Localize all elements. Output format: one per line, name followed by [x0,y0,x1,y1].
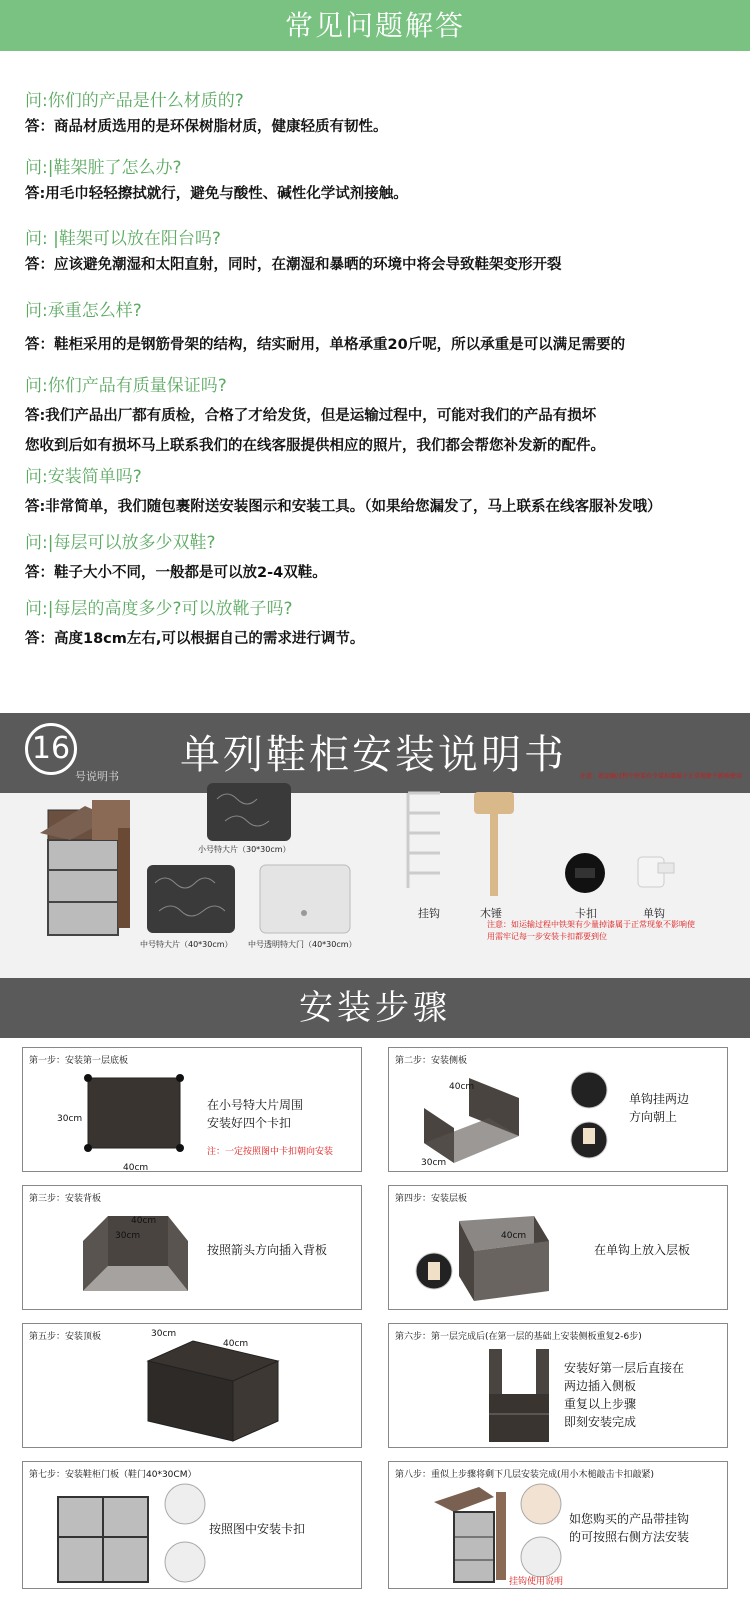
step-1 [22,1047,362,1172]
step-dim: 30cm [151,1329,177,1339]
hook-usage-image [519,1482,564,1582]
step-dim: 40cm [501,1231,527,1241]
step-title: 第三步：安装背板 [29,1194,102,1204]
step-title: 第二步：安装侧板 [395,1056,468,1066]
step-7 [22,1461,362,1589]
single-hook-label: 单钩 [643,907,665,920]
faq-question: 问:|每层的高度多少?可以放靴子吗? [25,599,293,619]
manual-number-sub: 号说明书 [75,770,119,783]
faq-answer: 答:非常简单，我们随包裹附送安装图示和安装工具。（如果给您漏发了，马上联系在线客服补发哦） [25,499,662,515]
step-6 [388,1323,728,1448]
step-5-image [138,1336,283,1446]
faq-answer: 答：鞋柜采用的是钢筋骨架的结构，结实耐用，单格承重20斤呢，所以承重是可以满足需要的 [25,337,626,353]
step-7-image [48,1487,158,1587]
hook-detail-image [414,1246,454,1296]
step-dim: 30cm [57,1114,83,1124]
faq-item [25,373,740,459]
step-title: 第五步：安装顶板 [29,1332,102,1342]
parts-note: 注意：如运输过程中铁架有少量掉漆属于正常现象不影响使用需牢记每一步安装卡扣都要到位 [487,920,695,941]
clip-image [560,848,610,898]
faq-item [25,88,740,140]
faq-question: 问:承重怎么样? [25,301,142,321]
step-dim: 40cm [449,1082,475,1092]
step-desc: 即刻安装完成 [564,1415,637,1429]
manual-number: 16 [25,723,77,775]
medium-door-label: 中号透明特大门（40*30cm） [248,940,357,949]
step-4-image [449,1206,559,1306]
step-title: 第四步：安装层板 [395,1194,468,1204]
step-1-image [78,1070,188,1160]
step-desc: 两边插入侧板 [564,1379,637,1393]
step-title: 第八步：重似上步骤将剩下几层安装完成(用小木槌敲击卡扣敲紧) [395,1470,655,1480]
faq-answer: 答：应该避免潮湿和太阳直射，同时，在潮湿和暴晒的环境中将会导致鞋架变形开裂 [25,257,562,273]
faq-item [25,226,740,278]
step-6-image [484,1344,554,1444]
step-8 [388,1461,728,1589]
faq-item [25,596,740,652]
step-desc: 安装好四个卡扣 [207,1116,292,1130]
faq-item [25,155,740,207]
parts-section [0,793,750,978]
faq-question: 问:你们的产品是什么材质的? [25,91,244,111]
step-desc: 在单钩上放入层板 [594,1243,691,1257]
faq-answer: 答:用毛巾轻轻擦拭就行，避免与酸性、碱性化学试剂接触。 [25,186,408,202]
step-2 [388,1047,728,1172]
faq-question: 问:你们产品有质量保证吗? [25,376,227,396]
step-desc: 单钩挂两边 [629,1092,690,1106]
step-dim: 30cm [115,1231,141,1241]
step-dim: 40cm [131,1216,157,1226]
faq-item [25,464,740,520]
step-red-note: 注：一定按照图中卡扣朝向安装 [207,1147,334,1157]
step-3 [22,1185,362,1310]
faq-question: 问: |鞋架可以放在阳台吗? [25,229,221,249]
medium-panel-image [145,863,237,935]
step-desc: 按照箭头方向插入背板 [207,1243,328,1257]
step-desc: 方向朝上 [629,1110,678,1124]
step-5 [22,1323,362,1448]
faq-question: 问:安装简单吗? [25,467,142,487]
manual-banner [0,713,750,793]
shoe-cabinet-image [30,798,130,943]
medium-panel-label: 中号特大片（40*30cm） [140,940,233,949]
faq-answer: 您收到后如有损坏马上联系我们的在线客服提供相应的照片，我们都会帮您补发新的配件。 [25,438,605,454]
clip-label: 卡扣 [575,907,597,920]
step-desc: 在小号特大片周围 [207,1098,304,1112]
step-dim: 30cm [421,1158,447,1168]
step-desc: 重复以上步骤 [564,1397,637,1411]
single-hook-detail-image [569,1068,609,1164]
small-panel-image [205,781,293,843]
manual-red-note: 注意：如运输过程中铁架有少量掉漆属于正常现象不影响使用 [580,773,743,780]
medium-door-image [258,863,353,935]
faq-item [25,530,740,586]
small-panel-label: 小号特大片（30*30cm） [198,845,291,854]
step-desc: 如您购买的产品带挂钩 [569,1512,690,1526]
single-hook-image [630,851,680,897]
hammer-label: 木锤 [480,907,502,920]
step-desc: 安装好第一层后直接在 [564,1361,685,1375]
hook-label: 挂钩 [418,907,440,920]
hammer-image [470,788,520,900]
faq-header: 常见问题解答 [0,0,750,51]
faq-question: 问:|每层可以放多少双鞋? [25,533,216,553]
faq-answer: 答：高度18cm左右,可以根据自己的需求进行调节。 [25,631,365,647]
step-8-image [424,1482,529,1587]
step-dim: 40cm [223,1339,249,1349]
step-4 [388,1185,728,1310]
step-desc: 的可按照右侧方法安装 [569,1530,690,1544]
faq-question: 问:|鞋架脏了怎么办? [25,158,182,178]
step-title: 第七步：安装鞋柜门板（鞋门40*30CM） [29,1470,197,1480]
step-title: 第六步：第一层完成后(在第一层的基础上安装侧板重复2-6步) [395,1332,642,1342]
steps-header: 安装步骤 [0,978,750,1038]
manual-title: 单列鞋柜安装说明书 [180,732,567,778]
step-red-note: 挂钩使用说明 [509,1577,564,1587]
faq-answer: 答：商品材质选用的是环保树脂材质，健康轻质有韧性。 [25,119,388,135]
step-desc: 按照图中安装卡扣 [209,1522,306,1536]
step-dim: 40cm [123,1163,149,1173]
clip-detail-image [163,1482,208,1587]
faq-answer: 答:我们产品出厂都有质检，合格了才给发货，但是运输过程中，可能对我们的产品有损坏 [25,408,597,424]
hook-image [400,788,450,898]
faq-answer: 答：鞋子大小不同，一般都是可以放2-4双鞋。 [25,565,327,581]
step-title: 第一步：安装第一层底板 [29,1056,129,1066]
faq-item [25,298,740,358]
